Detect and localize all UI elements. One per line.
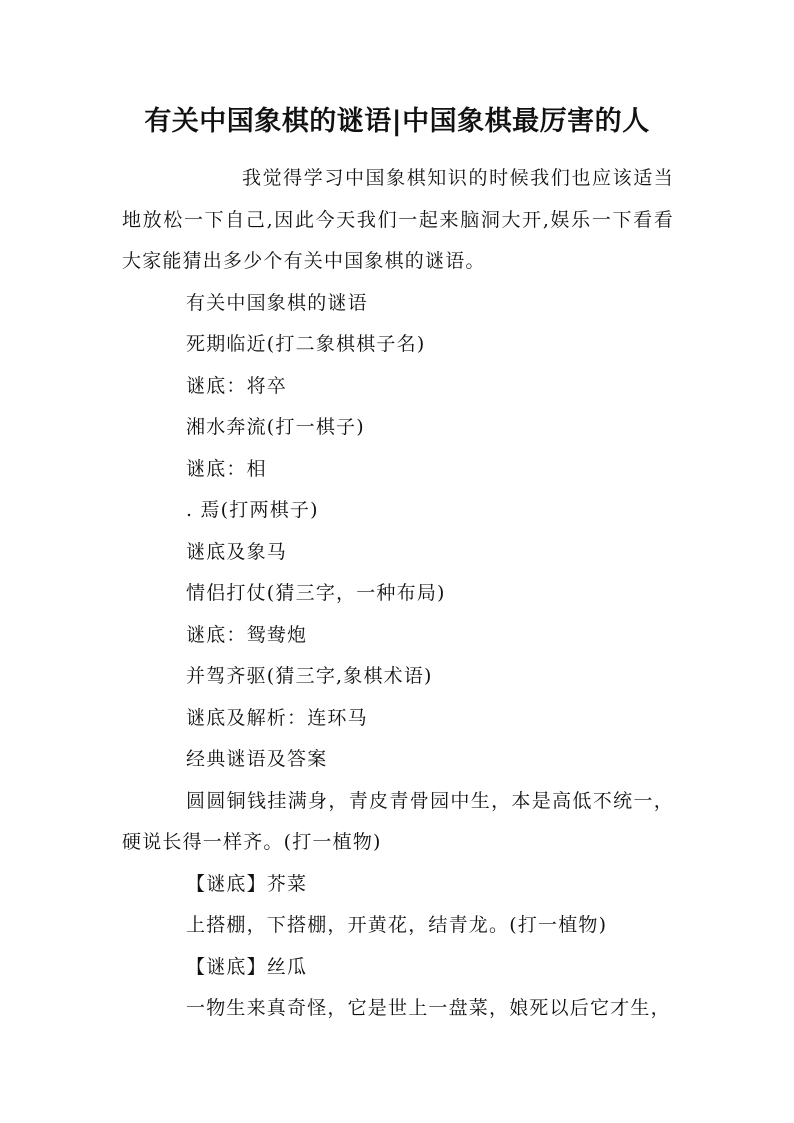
answer-line: 谜底：将卒 — [186, 374, 288, 397]
section-heading-riddles: 有关中国象棋的谜语 — [186, 291, 368, 314]
answer-line: 谜底：鸳鸯炮 — [186, 623, 308, 646]
riddle-line: 情侣打仗(猜三字，一种布局) — [186, 582, 446, 604]
document-body — [122, 158, 674, 1030]
riddle-line: 一物生来真奇怪，它是世上一盘菜，娘死以后它才生， — [186, 997, 671, 1019]
answer-line: 谜底：相 — [186, 457, 267, 480]
section-heading-classic: 经典谜语及答案 — [186, 748, 328, 770]
document-title: 有关中国象棋的谜语|中国象棋最厉害的人 — [144, 106, 650, 137]
intro-paragraph: 我觉得学习中国象棋知识的时候我们也应该适当地放松一下自己,因此今天我们一起来脑洞大开,娱乐一下看看大家能猜出多少个有关中国象棋的谜语。 — [122, 167, 674, 272]
riddle-line: 湘水奔流(打一棋子) — [186, 416, 365, 438]
answer-line: 【谜底】芥菜 — [186, 872, 308, 895]
riddle-line: 死期临近(打二象棋棋子名) — [186, 333, 426, 355]
riddle-paragraph: 圆圆铜钱挂满身，青皮青骨园中生，本是高低不统一，硬说长得一样齐。(打一植物) — [122, 789, 674, 853]
answer-line: 谜底及解析：连环马 — [186, 706, 368, 729]
answer-line: 【谜底】丝瓜 — [186, 955, 308, 978]
riddle-line: 上搭棚，下搭棚，开黄花，结青龙。(打一植物) — [186, 914, 608, 936]
answer-line: 谜底及象马 — [186, 540, 288, 563]
riddle-line: 并驾齐驱(猜三字,象棋术语) — [186, 665, 433, 687]
riddle-line: . 焉(打两棋子) — [186, 499, 319, 521]
